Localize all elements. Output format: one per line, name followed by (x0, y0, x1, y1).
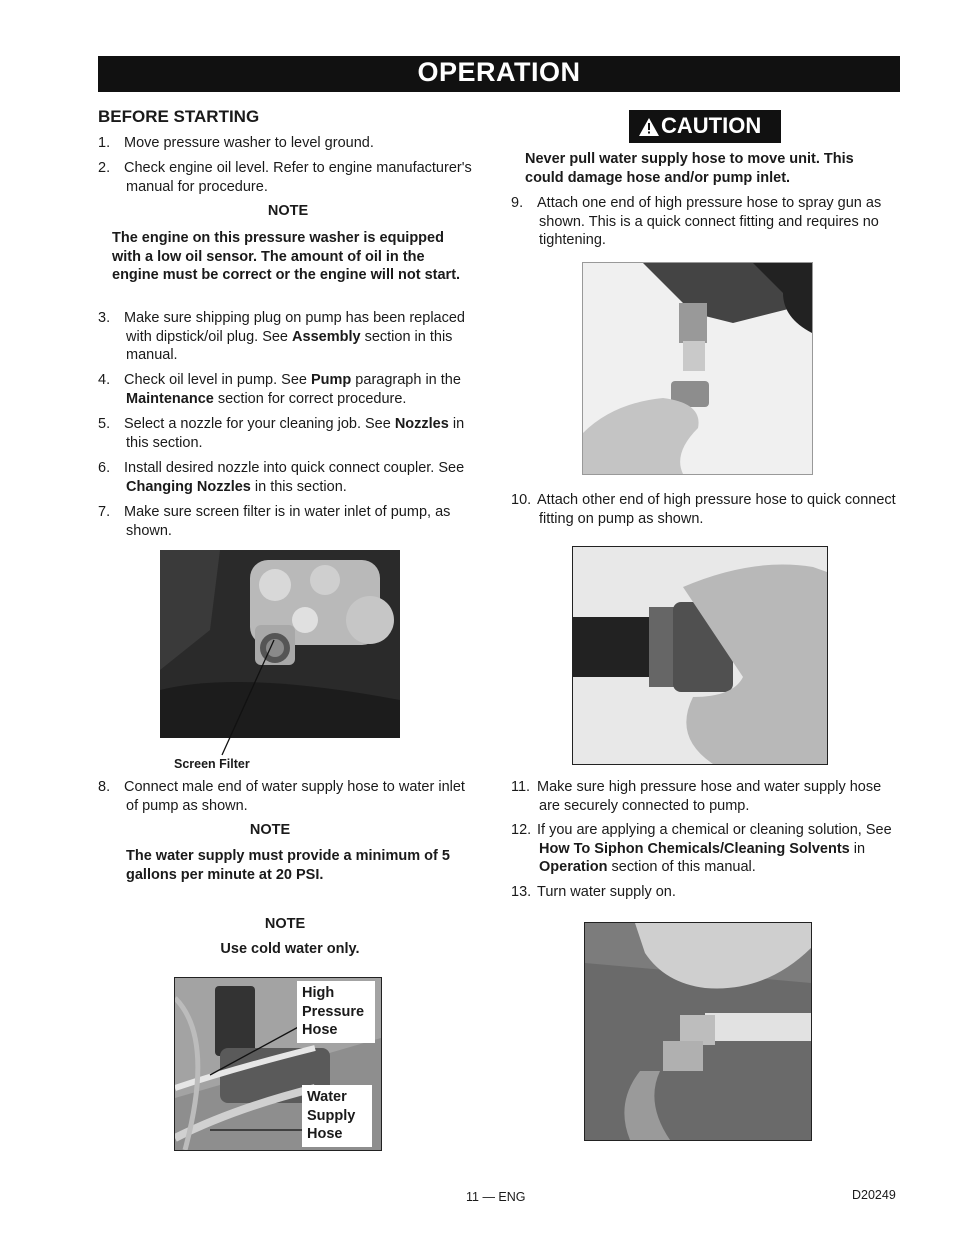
step-text: Connect male end of water supply hose to water inlet of pump as shown. (124, 779, 465, 814)
step-ref: How To Siphon Chemicals/Cleaning Solvents (539, 840, 850, 857)
caution-text: Never pull water supply hose to move unit. This could damage hose and/or pump inlet. (525, 151, 854, 186)
note-1-text: The engine on this pressure washer is equipped with a low oil sensor. The amount of oil in the engine must be correct or the engine will not start. (112, 230, 461, 283)
step-2 (98, 159, 473, 196)
screen-filter-label: Screen Filter (174, 757, 250, 771)
caution-label: CAUTION (661, 113, 762, 138)
step-text: Make sure shipping plug on pump has been replaced with dipstick/oil plug. See Assembly section in this manual. (124, 310, 465, 363)
note-2-title: NOTE (249, 822, 291, 838)
step-text: Attach other end of high pressure hose to quick connect fitting on pump as shown. (537, 492, 896, 527)
step-ref: Maintenance (126, 390, 214, 407)
step-8 (98, 778, 473, 815)
page-title-bar (98, 56, 900, 92)
step-text: Check oil level in pump. See Pump paragraph in the Maintenance section for correct procedure. (124, 372, 461, 407)
step-13 (511, 883, 903, 902)
step-number: 1. (98, 135, 111, 151)
note-3-text: Use cold water only. (220, 941, 360, 957)
step-number: 12. (511, 822, 532, 838)
step-number: 13. (511, 884, 532, 900)
step-text: Make sure high pressure hose and water supply hose are securely connected to pump. (537, 779, 882, 814)
section-title: BEFORE STARTING (98, 107, 260, 126)
step-number: 8. (98, 779, 111, 795)
step-text: Move pressure washer to level ground. (124, 135, 374, 151)
step-number: 3. (98, 310, 111, 326)
page-number: 11 — ENG (466, 1190, 526, 1204)
step-12 (511, 821, 903, 877)
step-text: Check engine oil level. Refer to engine manufacturer's manual for procedure. (124, 160, 472, 195)
note-2-text: The water supply must provide a minimum of 5 gallons per minute at 20 PSI. (126, 848, 450, 883)
photo-faucet (584, 922, 812, 1141)
document-id: D20249 (852, 1188, 896, 1202)
photo-quick-connect (572, 546, 828, 765)
step-10 (511, 491, 903, 528)
step-6 (98, 459, 473, 496)
step-1 (98, 134, 473, 153)
photo-spray-gun (582, 262, 813, 475)
step-5 (98, 415, 473, 452)
step-text: Attach one end of high pressure hose to spray gun as shown. This is a quick connect fitting and requires no tightening. (537, 195, 882, 248)
step-number: 11. (511, 779, 531, 795)
step-number: 9. (511, 195, 524, 211)
note-1-title: NOTE (267, 203, 309, 219)
high-pressure-hose-label: High Pressure Hose (297, 981, 375, 1043)
step-ref: Assembly (292, 328, 361, 345)
step-4 (98, 371, 473, 408)
step-number: 10. (511, 492, 532, 508)
step-text: Make sure screen filter is in water inlet of pump, as shown. (124, 504, 451, 539)
caution-banner (629, 110, 781, 143)
step-text: If you are applying a chemical or cleaning solution, See How To Siphon Chemicals/Cleaning Solvents in Operation section of this manual. (537, 822, 892, 875)
step-ref: Changing Nozzles (126, 478, 251, 495)
step-7 (98, 503, 473, 540)
step-text: Turn water supply on. (537, 884, 676, 900)
step-number: 5. (98, 416, 111, 432)
step-9 (511, 194, 903, 250)
step-number: 2. (98, 160, 111, 176)
step-number: 6. (98, 460, 111, 476)
step-number: 4. (98, 372, 111, 388)
water-supply-hose-label: Water Supply Hose (302, 1085, 372, 1147)
step-text: Select a nozzle for your cleaning job. See Nozzles in this section. (124, 416, 465, 451)
screen-filter-leader-line (150, 540, 290, 765)
step-ref: Operation (539, 859, 608, 875)
step-text: Install desired nozzle into quick connect coupler. See Changing Nozzles in this section. (124, 460, 465, 495)
warning-triangle-icon (639, 118, 659, 136)
note-3-title: NOTE (264, 916, 306, 932)
step-number: 7. (98, 504, 111, 520)
page-title: OPERATION (417, 57, 581, 87)
step-ref: Pump (311, 372, 352, 388)
step-ref: Nozzles (394, 416, 449, 432)
step-3 (98, 309, 473, 365)
step-11 (511, 778, 903, 815)
